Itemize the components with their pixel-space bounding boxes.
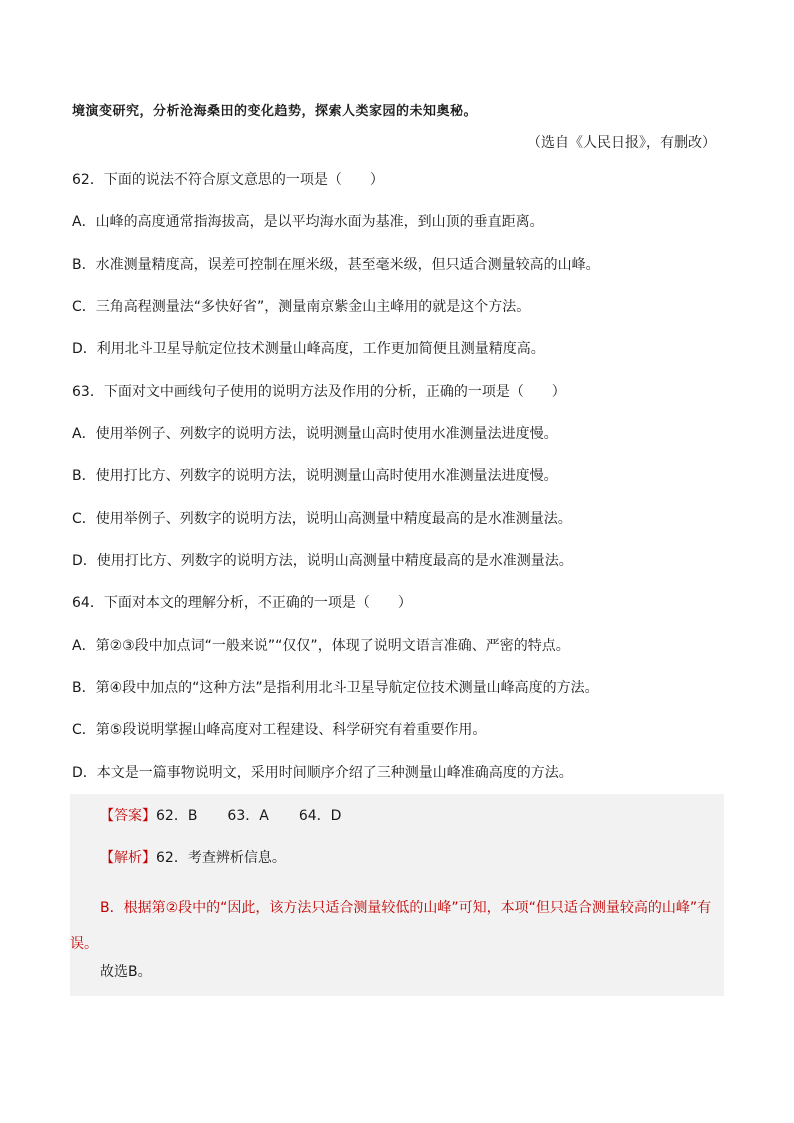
question-63-option-b: B．使用打比方、列数字的说明方法，说明测量山高时使用水准测量法进度慢。: [72, 468, 558, 484]
intro-paragraph-tail: 境演变研究，分析沧海桑田的变化趋势，探索人类家园的未知奥秘。: [72, 104, 478, 119]
question-63-option-c: C．使用举例子、列数字的说明方法，说明山高测量中精度最高的是水准测量法。: [72, 511, 572, 527]
answer-label: 【答案】: [100, 808, 156, 824]
question-64-option-d: D．本文是一篇事物说明文，采用时间顺序介绍了三种测量山峰准确高度的方法。: [72, 765, 573, 781]
explanation-label: 【解析】: [100, 850, 156, 866]
explanation-b-line2: 误。: [70, 936, 98, 952]
question-64-option-b: B．第④段中加点的“这种方法”是指利用北斗卫星导航定位技术测量山峰高度的方法。: [72, 680, 599, 696]
question-62-option-c: C．三角高程测量法“多快好省”，测量南京紫金山主峰用的就是这个方法。: [72, 299, 531, 315]
question-63-option-d: D．使用打比方、列数字的说明方法，说明山高测量中精度最高的是水准测量法。: [72, 553, 573, 569]
question-64-option-c: C．第⑤段说明掌握山峰高度对工程建设、科学研究有着重要作用。: [72, 722, 487, 738]
question-62-option-b: B．水准测量精度高，误差可控制在厘米级，甚至毫米级，但只适合测量较高的山峰。: [72, 257, 600, 273]
answer-line: [100, 806, 341, 826]
answer-62: 62．B: [156, 808, 198, 824]
explanation-b-line1: B．根据第②段中的“因此，该方法只适合测量较低的山峰”可知，本项“但只适合测量较高的山峰”有: [100, 900, 712, 916]
explanation-conclusion: 故选B。: [100, 964, 152, 980]
answer-63: 63．A: [227, 808, 269, 824]
source-note: （选自《人民日报》，有删改）: [527, 135, 716, 151]
question-62-stem: 62．下面的说法不符合原文意思的一项是（ ）: [72, 172, 384, 188]
explanation-line: [100, 848, 286, 868]
explanation-intro: 62．考查辨析信息。: [156, 850, 286, 866]
question-63-option-a: A．使用举例子、列数字的说明方法，说明测量山高时使用水准测量法进度慢。: [72, 426, 558, 442]
question-64-stem: 64．下面对本文的理解分析，不正确的一项是（ ）: [72, 595, 412, 611]
question-62-option-a: A．山峰的高度通常指海拔高，是以平均海水面为基准，到山顶的垂直距离。: [72, 214, 544, 230]
question-62-option-d: D．利用北斗卫星导航定位技术测量山峰高度，工作更加简便且测量精度高。: [72, 341, 545, 357]
answer-explanation-box: [70, 794, 724, 996]
question-64-option-a: A．第②③段中加点词“一般来说”“仅仅”，体现了说明文语言准确、严密的特点。: [72, 638, 570, 654]
answer-64: 64．D: [298, 808, 342, 824]
explanation-option-b: [70, 890, 720, 962]
question-63-stem: 63．下面对文中画线句子使用的说明方法及作用的分析，正确的一项是（ ）: [72, 384, 566, 400]
